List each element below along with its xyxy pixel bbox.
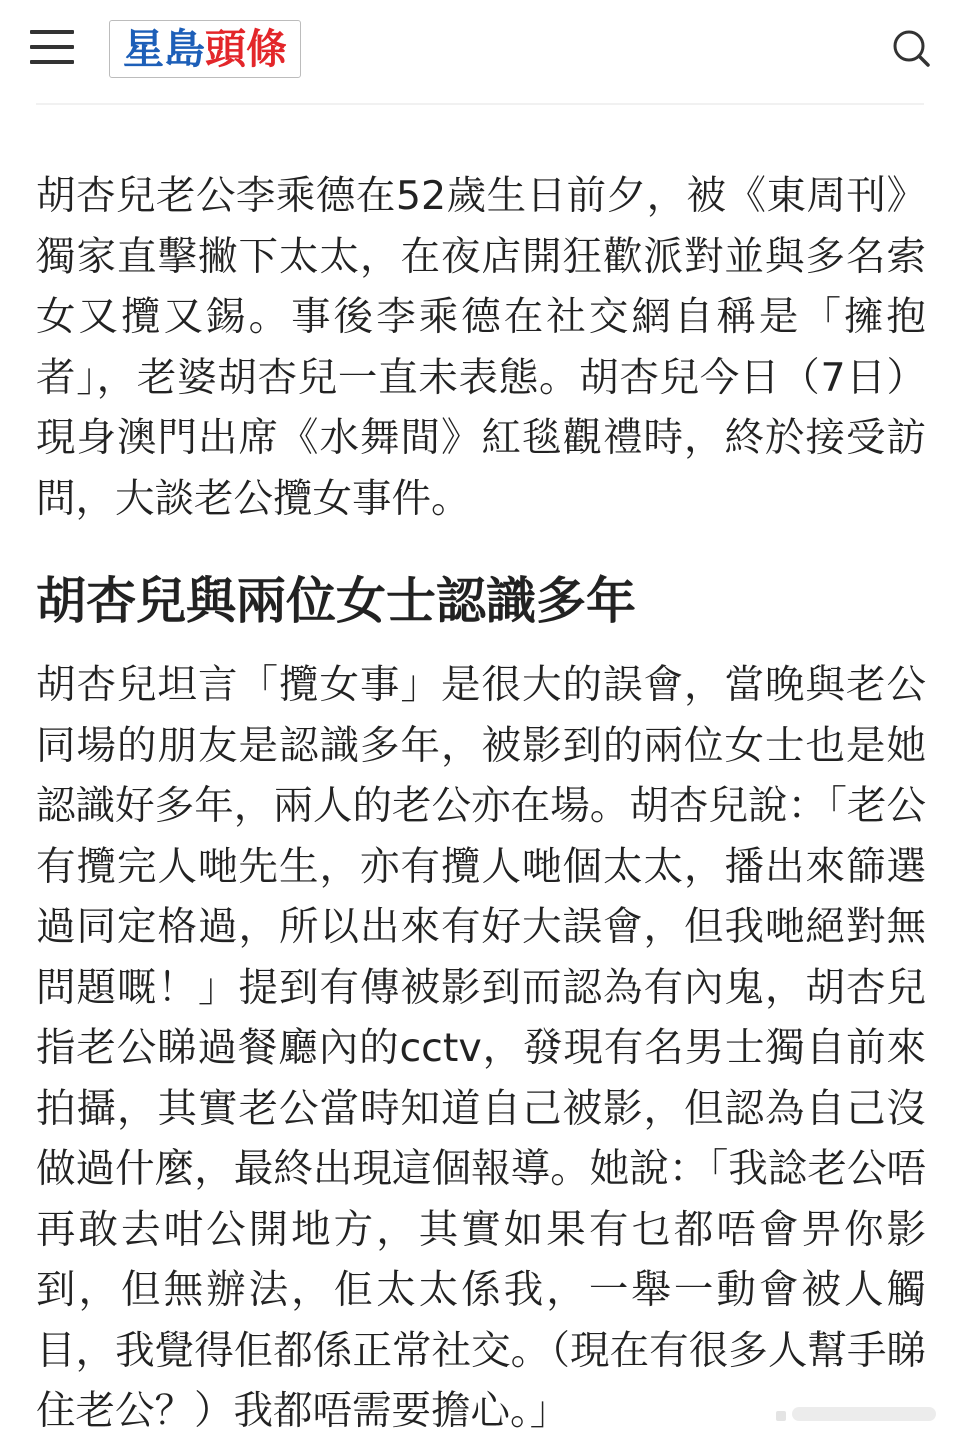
search-icon[interactable] <box>891 28 931 68</box>
logo-text-part1: 星島 <box>123 24 205 73</box>
article-intro-paragraph: 胡杏兒老公李乘德在52歲生日前夕，被《東周刊》獨家直擊撇下太太，在夜店開狂歡派對並與多名索女又攬又錫。事後李乘德在社交網自稱是「擁抱者」，老婆胡杏兒一直未表態。胡杏兒今日（7日）現身澳門出席《水舞間》紅毯觀禮時，終於接受訪問，大談老公攬女事件。 <box>36 173 926 522</box>
article-content <box>36 166 926 1442</box>
logo-text-part2: 頭條 <box>205 24 287 73</box>
watermark-logo-icon <box>772 1401 942 1427</box>
site-header <box>0 0 960 104</box>
hamburger-menu-icon[interactable] <box>30 30 74 64</box>
article-body-paragraph: 胡杏兒坦言「攬女事」是很大的誤會，當晚與老公同場的朋友是認識多年，被影到的兩位女士也是她認識好多年，兩人的老公亦在場。胡杏兒說：「老公有攬完人哋先生，亦有攬人哋個太太，播出來篩選過同定格過，所以出來有好大誤會，但我哋絕對無問題嘅！」提到有傳被影到而認為有內鬼，胡杏兒指老公睇過餐廳內的cctv，發現有名男士獨自前來拍攝，其實老公當時知道自己被影，但認為自己沒做過什麼，最終出現這個報導。她說：「我諗老公唔再敢去咁公開地方，其實如果有乜都唔會畀你影到，但無辦法，佢太太係我，一舉一動會被人觸目，我覺得佢都係正常社交。（現在有很多人幫手睇住老公？）我都唔需要擔心。」 <box>36 662 926 1434</box>
article-subheading: 胡杏兒與兩位女士認識多年 <box>36 572 636 630</box>
site-logo[interactable] <box>109 20 301 78</box>
logo-text <box>123 24 287 73</box>
header-divider <box>36 103 924 105</box>
